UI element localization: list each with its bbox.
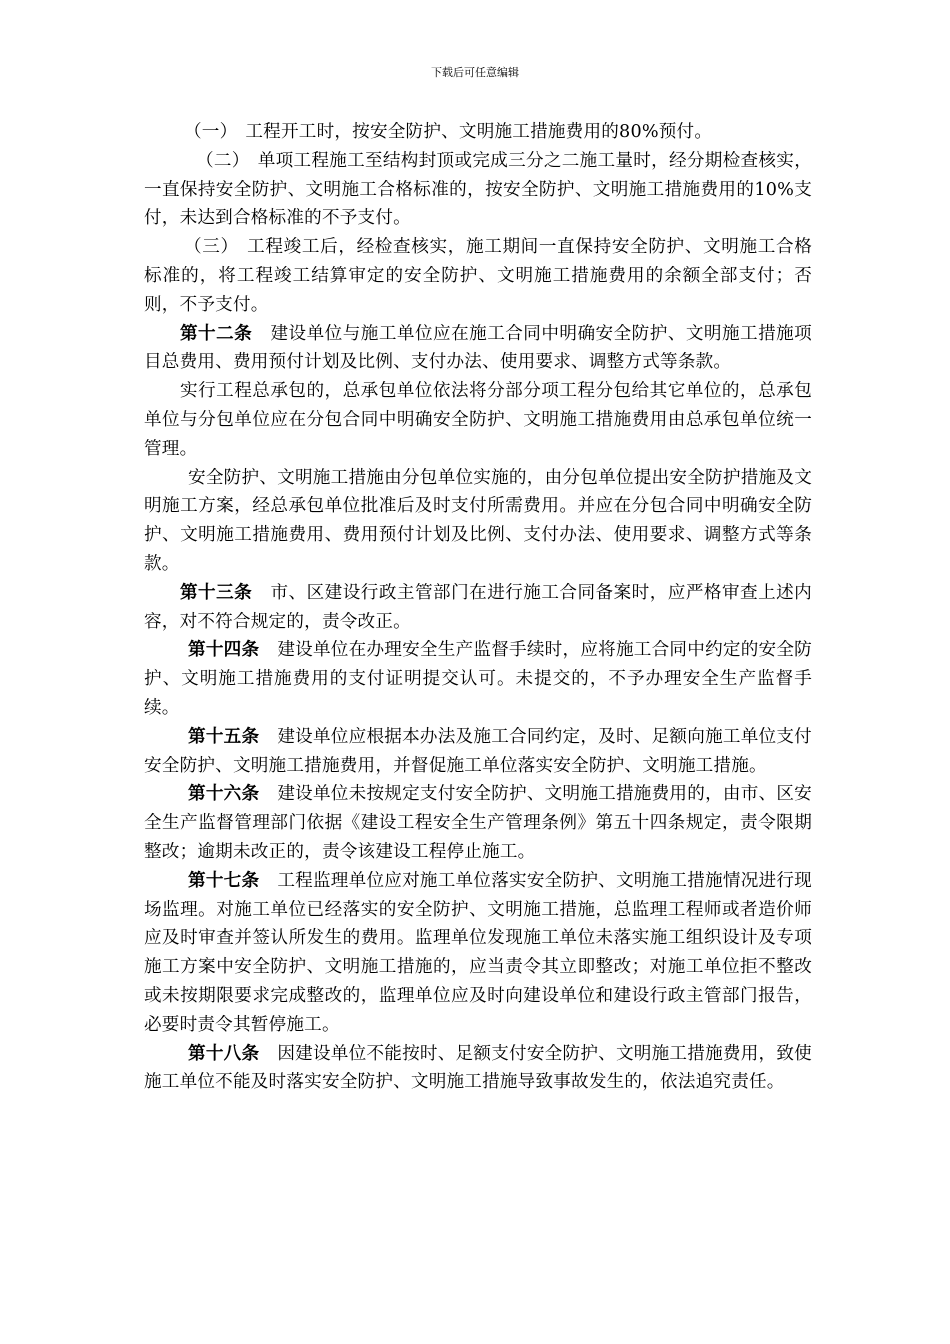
article-text: 市、区建设行政主管部门在进行施工合同备案时，应严格审查上述内容，对不符合规定的，责令改正。 bbox=[144, 582, 812, 632]
article-text: 建设单位与施工单位应在施工合同中明确安全防护、文明施工措施项目总费用、费用预付计划及比例、支付办法、使用要求、调整方式等条款。 bbox=[144, 323, 812, 373]
article-18 bbox=[144, 1040, 812, 1098]
item-label: （二） bbox=[196, 150, 250, 171]
article-label: 第十二条 bbox=[180, 322, 253, 344]
paragraph-text: 单项工程施工至结构封顶或完成三分之二施工量时，经分期检查核实，一直保持安全防护、文明施工合格标准的，按安全防护、文明施工措施费用的10%支付，未达到合格标准的不予支付。 bbox=[144, 150, 812, 229]
article-text: 建设单位在办理安全生产监督手续时，应将施工合同中约定的安全防护、文明施工措施费用的支付证明提交认可。未提交的，不予办理安全生产监督手续。 bbox=[144, 640, 812, 718]
paragraph-text: 工程竣工后，经检查核实，施工期间一直保持安全防护、文明施工合格标准的，将工程竣工结算审定的安全防护、文明施工措施费用的余额全部支付；否则，不予支付。 bbox=[144, 237, 812, 315]
article-label: 第十六条 bbox=[188, 783, 260, 805]
paragraph-text: 工程开工时，按安全防护、文明施工措施费用的80%预付。 bbox=[245, 122, 713, 142]
article-text: 建设单位未按规定支付安全防护、文明施工措施费用的，由市、区安全生产监督管理部门依据《建设工程安全生产管理条例》第五十四条规定，责令限期整改；逾期未改正的，责令该建设工程停止施工。 bbox=[144, 784, 812, 862]
page-header: 下载后可任意编辑 bbox=[431, 66, 519, 79]
paragraph-item-2 bbox=[144, 147, 812, 233]
article-label: 第十四条 bbox=[188, 639, 260, 661]
article-text: 因建设单位不能按时、足额支付安全防护、文明施工措施费用，致使施工单位不能及时落实安全防护、文明施工措施导致事故发生的，依法追究责任。 bbox=[144, 1043, 812, 1093]
article-13 bbox=[144, 579, 812, 637]
article-text: 工程监理单位应对施工单位落实安全防护、文明施工措施情况进行现场监理。对施工单位已经落实的安全防护、文明施工措施，总监理工程师或者造价师应及时审查并签认所发生的费用。监理单位发现施工单位未落实施工组织设计及专项施工方案中安全防护、文明施工措施的，应当责令其立即整改；对施工单位拒不整改或未按期限要求完成整改的，监理单位应及时向建设单位和建设行政主管部门报告，必要时责令其暂停施工。 bbox=[144, 870, 812, 1035]
item-label: （三） bbox=[184, 237, 239, 258]
article-label: 第十七条 bbox=[188, 869, 260, 891]
paragraph-item-1 bbox=[144, 118, 812, 147]
article-label: 第十五条 bbox=[188, 725, 260, 747]
article-15 bbox=[144, 723, 812, 781]
article-14 bbox=[144, 636, 812, 722]
article-label: 第十三条 bbox=[180, 581, 253, 603]
item-label: （一） bbox=[184, 122, 238, 142]
paragraph-general-contracting: 实行工程总承包的，总承包单位依法将分部分项工程分包给其它单位的，总承包单位与分包单位应在分包合同中明确安全防护、文明施工措施费用由总承包单位统一管理。 bbox=[144, 381, 812, 459]
article-12 bbox=[144, 320, 812, 378]
article-17 bbox=[144, 867, 812, 1040]
article-text: 建设单位应根据本办法及施工合同约定，及时、足额向施工单位支付安全防护、文明施工措施费用，并督促施工单位落实安全防护、文明施工措施。 bbox=[144, 726, 812, 776]
paragraph-subcontractor-measures: 安全防护、文明施工措施由分包单位实施的，由分包单位提出安全防护措施及文明施工方案，经总承包单位批准后及时支付所需费用。并应在分包合同中明确安全防护、文明施工措施费用、费用预付计划及比例、支付办法、使用要求、调整方式等条款。 bbox=[144, 467, 812, 574]
paragraph-item-3 bbox=[144, 233, 812, 319]
article-16 bbox=[144, 780, 812, 866]
document-body bbox=[144, 118, 812, 1097]
article-label: 第十八条 bbox=[188, 1042, 260, 1064]
